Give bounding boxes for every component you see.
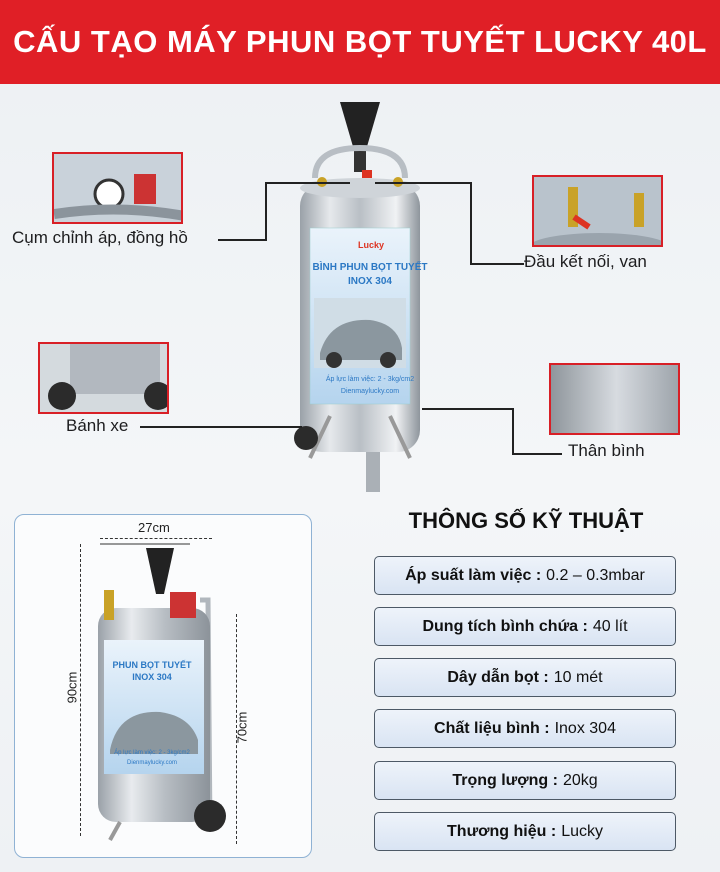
main-tank-illustration xyxy=(270,98,450,498)
spec-row-weight xyxy=(374,761,676,800)
spec-label: Thương hiệu : xyxy=(447,822,557,840)
spec-row-material xyxy=(374,709,676,748)
spec-value: 40 lít xyxy=(592,617,628,635)
dim-label-line1: PHUN BỌT TUYẾT xyxy=(112,660,192,670)
callout-connector: Đầu kết nối, van xyxy=(524,252,647,271)
leader-gauge-h2 xyxy=(265,182,350,184)
leader-wheels xyxy=(140,426,302,428)
arrow-width xyxy=(100,538,212,539)
tank-label-line1: BÌNH PHUN BỌT TUYẾT xyxy=(312,262,428,273)
leader-connector-v xyxy=(470,182,472,264)
spec-value: 10 mét xyxy=(553,668,603,686)
spec-value: Lucky xyxy=(561,822,603,840)
tank-label-pressure: Áp lực làm việc: 2 - 3kg/cm2 xyxy=(325,376,415,383)
spec-label: Chất liệu bình : xyxy=(434,719,550,737)
tank-label-website: Dienmaylucky.com xyxy=(340,388,400,395)
dim-label-pressure: Áp lực làm việc: 2 - 3kg/cm2 xyxy=(114,750,190,756)
dimension-tank-illustration xyxy=(60,540,260,852)
spec-value: 20kg xyxy=(562,771,598,789)
width-dimension: 27cm xyxy=(138,520,170,535)
tank-label-logo: Lucky xyxy=(358,240,385,250)
leader-connector xyxy=(375,182,471,184)
leader-connector-h xyxy=(470,263,524,265)
leader-gauge-v xyxy=(265,182,267,241)
callout-pressure-gauge: Cụm chỉnh áp, đồng hồ xyxy=(12,228,188,247)
leader-body-h xyxy=(512,453,562,455)
spec-row-capacity xyxy=(374,607,676,646)
spec-label: Dung tích bình chứa : xyxy=(422,617,588,635)
spec-value: 0.2 – 0.3mbar xyxy=(546,566,645,584)
wheels-thumbnail xyxy=(38,342,169,414)
spec-value: Inox 304 xyxy=(554,719,616,737)
spec-row-hose xyxy=(374,658,676,697)
spec-label: Áp suất làm việc : xyxy=(405,566,542,584)
spec-label: Trọng lượng : xyxy=(452,771,558,789)
pressure-gauge-thumbnail xyxy=(52,152,183,224)
spec-row-pressure xyxy=(374,556,676,595)
leader-body xyxy=(422,408,514,410)
leader-body-v xyxy=(512,408,514,454)
dim-label-line2: INOX 304 xyxy=(132,672,172,682)
funnel xyxy=(340,102,380,150)
tank-height-dimension: 70cm xyxy=(234,711,250,744)
spec-row-brand xyxy=(374,812,676,851)
page-title: CẤU TẠO MÁY PHUN BỌT TUYẾT LUCKY 40L xyxy=(13,24,707,59)
leader-gauge xyxy=(218,239,266,241)
callout-body: Thân bình xyxy=(568,441,645,460)
arrow-total-height xyxy=(80,544,81,836)
spec-label: Dây dẫn bọt : xyxy=(447,668,549,686)
body-thumbnail xyxy=(549,363,680,435)
dim-label-website: Dienmaylucky.com xyxy=(127,760,177,766)
specs-heading: THÔNG SỐ KỸ THUẬT xyxy=(408,508,644,533)
title-banner xyxy=(0,0,720,84)
total-height-dimension: 90cm xyxy=(64,671,80,704)
connector-thumbnail xyxy=(532,175,663,247)
tank-label-line2: INOX 304 xyxy=(348,276,392,287)
callout-wheels: Bánh xe xyxy=(66,416,129,435)
